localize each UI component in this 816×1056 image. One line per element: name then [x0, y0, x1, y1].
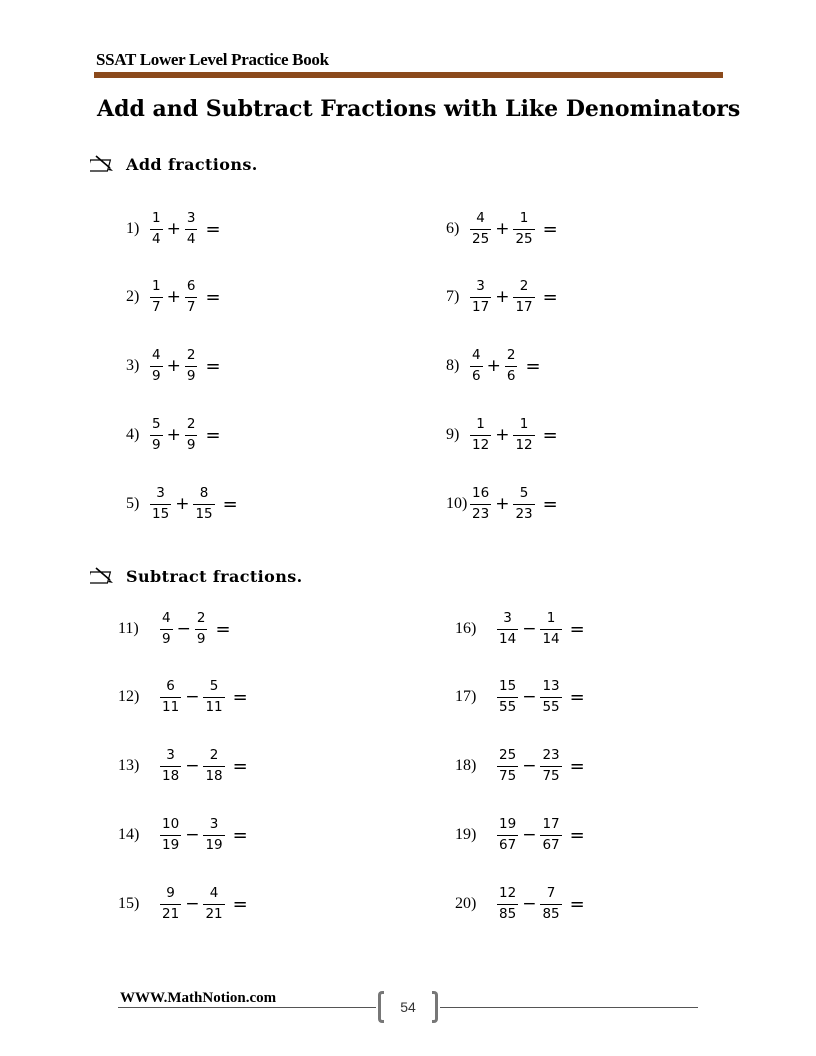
- fraction: [203, 818, 224, 853]
- denominator: 9: [186, 437, 196, 454]
- denominator: 85: [499, 906, 517, 923]
- problem-4: [126, 418, 221, 453]
- fraction: [150, 418, 163, 453]
- pencil-icon: [90, 154, 116, 174]
- fraction: [195, 612, 208, 647]
- problem-number: 15): [118, 895, 140, 913]
- fraction: [513, 418, 534, 453]
- numerator: 4: [152, 347, 161, 363]
- equals-sign: =: [542, 286, 558, 308]
- operator: −: [185, 894, 200, 915]
- problem-number: 14): [118, 826, 140, 844]
- fraction: [203, 887, 224, 922]
- numerator: 5: [209, 678, 219, 694]
- operator: +: [175, 494, 190, 515]
- fraction: [497, 612, 518, 647]
- problem-1: [126, 212, 221, 247]
- denominator: 9: [152, 368, 161, 385]
- fraction: [513, 487, 534, 522]
- denominator: 9: [196, 631, 206, 648]
- numerator: 1: [519, 416, 529, 432]
- problem-number: 7): [446, 288, 460, 306]
- equals-sign: =: [232, 686, 248, 708]
- numerator: 2: [196, 610, 206, 626]
- denominator: 17: [515, 299, 533, 316]
- fraction: [470, 212, 491, 247]
- denominator: 9: [162, 631, 171, 648]
- denominator: 67: [542, 837, 560, 854]
- fraction: [470, 349, 483, 384]
- numerator: 23: [542, 747, 560, 763]
- fraction: [160, 612, 173, 647]
- equals-sign: =: [205, 286, 221, 308]
- denominator: 17: [472, 299, 490, 316]
- operator: +: [495, 219, 510, 240]
- numerator: 1: [152, 210, 161, 226]
- denominator: 75: [542, 768, 560, 785]
- numerator: 1: [546, 610, 556, 626]
- denominator: 21: [205, 906, 223, 923]
- problem-number: 4): [126, 426, 140, 444]
- problem-number: 20): [455, 895, 477, 913]
- operator: +: [166, 219, 181, 240]
- operator: +: [495, 425, 510, 446]
- problem-16: [455, 612, 585, 647]
- problem-13: [118, 749, 248, 784]
- book-title: SSAT Lower Level Practice Book: [96, 50, 329, 69]
- numerator: 2: [506, 347, 516, 363]
- fraction: [185, 212, 198, 247]
- problem-number: 16): [455, 620, 477, 638]
- fraction: [540, 680, 561, 715]
- equals-sign: =: [569, 618, 585, 640]
- denominator: 11: [162, 699, 180, 716]
- fraction: [160, 887, 181, 922]
- section-heading-label: Add fractions.: [126, 154, 258, 174]
- pencil-icon: [90, 566, 116, 586]
- numerator: 1: [476, 416, 485, 432]
- numerator: 10: [162, 816, 180, 832]
- operator: −: [185, 687, 200, 708]
- denominator: 18: [162, 768, 180, 785]
- fraction: [505, 349, 518, 384]
- problem-12: [118, 680, 248, 715]
- denominator: 18: [205, 768, 223, 785]
- equals-sign: =: [215, 618, 231, 640]
- problem-number: 1): [126, 220, 140, 238]
- numerator: 2: [209, 747, 219, 763]
- problem-15: [118, 887, 248, 922]
- equals-sign: =: [542, 424, 558, 446]
- problem-number: 13): [118, 757, 140, 775]
- equals-sign: =: [569, 893, 585, 915]
- denominator: 15: [195, 506, 213, 523]
- fraction: [203, 680, 224, 715]
- numerator: 17: [542, 816, 560, 832]
- operator: −: [522, 619, 537, 640]
- fraction: [150, 487, 171, 522]
- fraction: [497, 887, 518, 922]
- numerator: 2: [186, 416, 196, 432]
- numerator: 4: [476, 210, 485, 226]
- operator: +: [486, 356, 501, 377]
- fraction: [160, 749, 181, 784]
- denominator: 12: [515, 437, 533, 454]
- problem-8: [446, 349, 541, 384]
- numerator: 5: [519, 485, 529, 501]
- operator: +: [166, 356, 181, 377]
- section-heading-add: [90, 154, 258, 174]
- denominator: 85: [542, 906, 560, 923]
- numerator: 1: [152, 278, 161, 294]
- page-number-box: [376, 991, 440, 1025]
- denominator: 14: [499, 631, 517, 648]
- equals-sign: =: [569, 755, 585, 777]
- numerator: 3: [156, 485, 165, 501]
- problem-number: 5): [126, 495, 140, 513]
- denominator: 4: [186, 231, 196, 248]
- denominator: 11: [205, 699, 223, 716]
- numerator: 12: [499, 885, 517, 901]
- fraction: [470, 418, 491, 453]
- numerator: 2: [519, 278, 529, 294]
- fraction: [470, 487, 491, 522]
- problem-number: 18): [455, 757, 477, 775]
- denominator: 55: [499, 699, 517, 716]
- problem-number: 3): [126, 357, 140, 375]
- operator: −: [522, 756, 537, 777]
- denominator: 15: [152, 506, 170, 523]
- numerator: 6: [166, 678, 175, 694]
- fraction: [497, 749, 518, 784]
- numerator: 1: [519, 210, 529, 226]
- denominator: 19: [205, 837, 223, 854]
- fraction: [185, 280, 198, 315]
- denominator: 9: [186, 368, 196, 385]
- numerator: 2: [186, 347, 196, 363]
- numerator: 4: [472, 347, 481, 363]
- fraction: [185, 349, 198, 384]
- section-heading-subtract: [90, 566, 303, 586]
- operator: −: [185, 825, 200, 846]
- denominator: 25: [472, 231, 490, 248]
- fraction: [540, 818, 561, 853]
- problem-10: [446, 487, 558, 522]
- numerator: 3: [166, 747, 175, 763]
- numerator: 19: [499, 816, 517, 832]
- equals-sign: =: [205, 424, 221, 446]
- numerator: 4: [209, 885, 219, 901]
- numerator: 25: [499, 747, 517, 763]
- operator: −: [522, 687, 537, 708]
- footer-url: WWW.MathNotion.com: [120, 990, 277, 1006]
- numerator: 3: [186, 210, 196, 226]
- numerator: 7: [546, 885, 556, 901]
- denominator: 23: [472, 506, 490, 523]
- numerator: 8: [199, 485, 209, 501]
- denominator: 21: [162, 906, 180, 923]
- numerator: 9: [166, 885, 175, 901]
- numerator: 3: [209, 816, 219, 832]
- denominator: 9: [152, 437, 161, 454]
- operator: +: [495, 287, 510, 308]
- denominator: 6: [506, 368, 516, 385]
- fraction: [513, 280, 534, 315]
- numerator: 4: [162, 610, 171, 626]
- section-heading-label: Subtract fractions.: [126, 566, 303, 586]
- problem-3: [126, 349, 221, 384]
- fraction: [185, 418, 198, 453]
- fraction: [513, 212, 534, 247]
- header-rule: [94, 72, 723, 78]
- problem-2: [126, 280, 221, 315]
- denominator: 14: [542, 631, 560, 648]
- denominator: 75: [499, 768, 517, 785]
- operator: +: [166, 287, 181, 308]
- problem-number: 19): [455, 826, 477, 844]
- fraction: [193, 487, 214, 522]
- problem-18: [455, 749, 585, 784]
- denominator: 7: [152, 299, 161, 316]
- page-number: 54: [400, 999, 416, 1015]
- numerator: 3: [476, 278, 485, 294]
- denominator: 19: [162, 837, 180, 854]
- denominator: 25: [515, 231, 533, 248]
- problem-number: 17): [455, 688, 477, 706]
- problem-6: [446, 212, 558, 247]
- equals-sign: =: [542, 218, 558, 240]
- problem-14: [118, 818, 248, 853]
- operator: −: [522, 894, 537, 915]
- denominator: 12: [472, 437, 490, 454]
- equals-sign: =: [525, 355, 541, 377]
- denominator: 6: [472, 368, 481, 385]
- fraction: [470, 280, 491, 315]
- problem-number: 9): [446, 426, 460, 444]
- operator: −: [522, 825, 537, 846]
- problem-5: [126, 487, 238, 522]
- denominator: 23: [515, 506, 533, 523]
- problem-number: 8): [446, 357, 460, 375]
- fraction: [160, 818, 181, 853]
- equals-sign: =: [232, 893, 248, 915]
- fraction: [497, 680, 518, 715]
- numerator: 3: [503, 610, 512, 626]
- fraction: [150, 280, 163, 315]
- equals-sign: =: [205, 355, 221, 377]
- operator: −: [176, 619, 191, 640]
- fraction: [540, 612, 561, 647]
- problem-7: [446, 280, 558, 315]
- operator: −: [185, 756, 200, 777]
- equals-sign: =: [222, 493, 238, 515]
- fraction: [540, 887, 561, 922]
- fraction: [150, 212, 163, 247]
- numerator: 6: [186, 278, 196, 294]
- equals-sign: =: [542, 493, 558, 515]
- denominator: 4: [152, 231, 161, 248]
- denominator: 67: [499, 837, 517, 854]
- operator: +: [166, 425, 181, 446]
- equals-sign: =: [569, 824, 585, 846]
- problem-number: 2): [126, 288, 140, 306]
- problem-17: [455, 680, 585, 715]
- fraction: [497, 818, 518, 853]
- numerator: 5: [152, 416, 161, 432]
- equals-sign: =: [205, 218, 221, 240]
- numerator: 16: [472, 485, 490, 501]
- operator: +: [495, 494, 510, 515]
- problem-9: [446, 418, 558, 453]
- fraction: [540, 749, 561, 784]
- equals-sign: =: [232, 824, 248, 846]
- equals-sign: =: [232, 755, 248, 777]
- problem-19: [455, 818, 585, 853]
- page-title: Add and Subtract Fractions with Like Denominators: [97, 96, 741, 122]
- problem-number: 11): [118, 620, 139, 638]
- numerator: 13: [542, 678, 560, 694]
- fraction: [160, 680, 181, 715]
- denominator: 7: [186, 299, 196, 316]
- equals-sign: =: [569, 686, 585, 708]
- problem-number: 12): [118, 688, 140, 706]
- fraction: [203, 749, 224, 784]
- numerator: 15: [499, 678, 517, 694]
- problem-number: 10): [446, 495, 468, 513]
- problem-11: [118, 612, 231, 647]
- problem-number: 6): [446, 220, 460, 238]
- problem-20: [455, 887, 585, 922]
- denominator: 55: [542, 699, 560, 716]
- fraction: [150, 349, 163, 384]
